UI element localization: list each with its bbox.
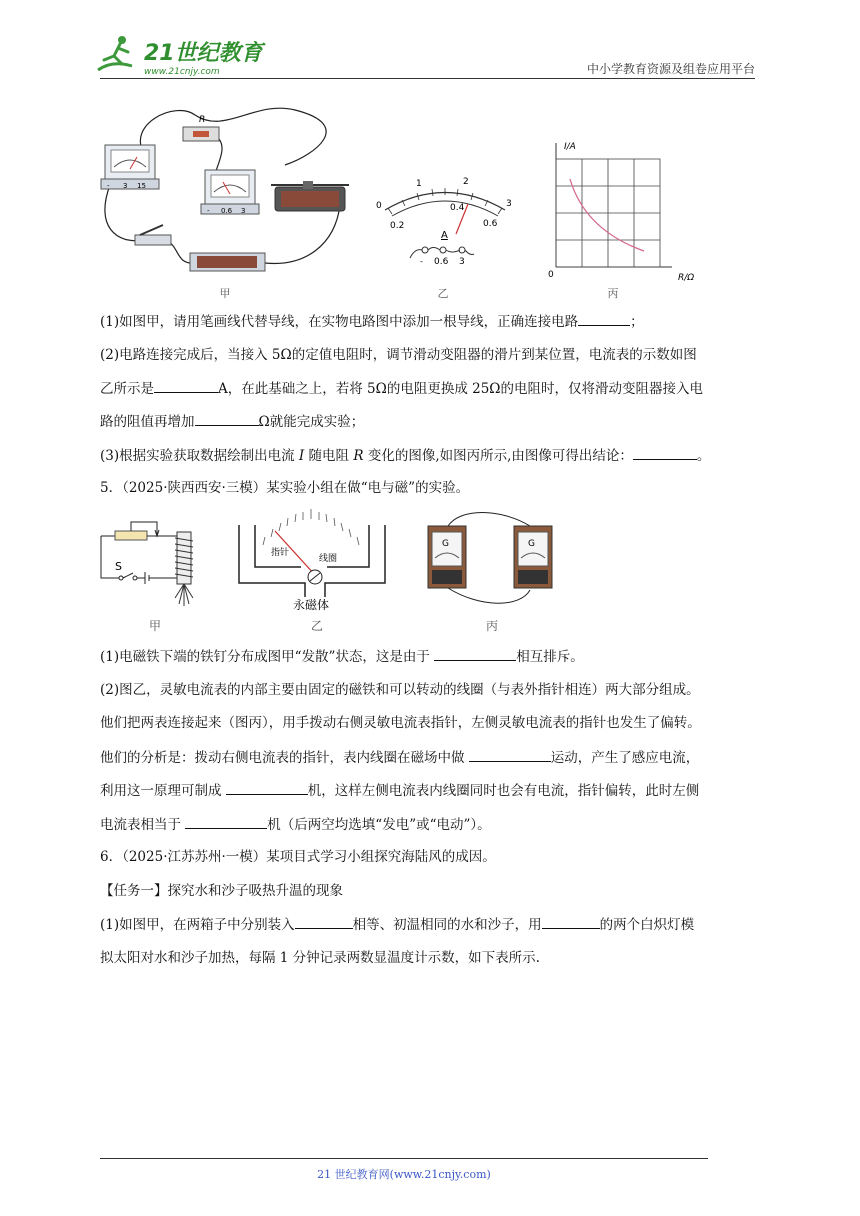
svg-text:0.2: 0.2: [390, 221, 405, 231]
graph-xlabel: R/Ω: [678, 273, 695, 283]
svg-text:G: G: [442, 539, 449, 549]
q5-part2-line2: 他们把两表连接起来（图丙），用手拨动右侧灵敏电流表指针，左侧灵敏电流表的指针也发生了偏转。: [100, 715, 701, 731]
q4-part2-line2: 乙所示是 A，在此基础之上，若将 5Ω的电阻更换成 25Ω的电阻时，仅将滑动变阻器接入电: [100, 378, 703, 399]
q5-part1: (1)电磁铁下端的铁钉分布成图甲“发散”状态，这是由于 相互排斥。: [100, 646, 584, 667]
svg-text:-: -: [420, 257, 423, 266]
caption-jia-1: 甲: [219, 287, 231, 300]
svg-text:0: 0: [376, 201, 382, 211]
magnet-label: 永磁体: [293, 598, 330, 612]
graph-ylabel: I/A: [564, 142, 576, 152]
svg-text:G: G: [528, 539, 535, 549]
caption-bing-1: 丙: [607, 287, 619, 300]
q5-part2-line4: 利用这一原理可制成 机，这样左侧电流表内线圈同时也会有电流，指针偏转，此时左侧: [100, 780, 699, 801]
figure1-graph: [540, 135, 715, 285]
header-platform-text: 中小学教育资源及组卷应用平台: [586, 62, 755, 76]
svg-text:A: A: [441, 230, 448, 241]
q5-figure-electromagnet: [95, 518, 215, 610]
site-logo: [92, 30, 272, 80]
switch-label: S: [115, 560, 122, 573]
q6-part1-line2: 拟太阳对水和沙子加热，每隔 1 分钟记录两数显温度计示数，如下表所示.: [100, 950, 540, 966]
svg-text:0: 0: [548, 270, 554, 280]
figure1-circuit: [95, 95, 370, 275]
header-divider: [100, 78, 755, 79]
q6-part1-line1: (1)如图甲，在两箱子中分别装入 相等、初温相同的水和沙子，用 的两个白炽灯模: [100, 914, 694, 935]
footer-link[interactable]: 21 世纪教育网(www.21cnjy.com): [317, 1168, 491, 1181]
svg-text:3: 3: [123, 182, 128, 190]
caption-yi-1: 乙: [437, 287, 449, 300]
caption-jia-2: 甲: [148, 619, 161, 633]
svg-text:0.6: 0.6: [221, 207, 233, 215]
resistor-label: R: [199, 115, 206, 125]
q5-part2-line1: (2)图乙，灵敏电流表的内部主要由固定的磁铁和可以转动的线圈（与表外指针相连）两大部分组成。: [100, 682, 700, 698]
q6-task: 【任务一】探究水和沙子吸热升温的现象: [100, 883, 343, 899]
q4-part3: (3)根据实验获取数据绘制出电流 I 随电阻 R 变化的图像,如图丙所示,由图像可得出结论： 。: [100, 445, 710, 466]
svg-text:2: 2: [463, 177, 469, 187]
svg-text:15: 15: [137, 182, 146, 190]
logo-text: 21世纪教育: [144, 41, 263, 66]
logo-url: www.21cnjy.com: [144, 67, 220, 77]
q6-title: 6．（2025·江苏苏州·一模）某项目式学习小组探究海陆风的成因。: [100, 849, 496, 865]
svg-text:0.4: 0.4: [450, 203, 465, 213]
svg-text:3: 3: [241, 207, 246, 215]
q4-part2-line1: (2)电路连接完成后，当接入 5Ω的定值电阻时，调节滑动变阻器的滑片到某位置，电流表的示数如图: [100, 347, 697, 363]
footer-divider: [100, 1158, 708, 1159]
caption-bing-2: 丙: [485, 619, 498, 633]
svg-text:0.6: 0.6: [434, 257, 449, 267]
q5-part2-line3: 他们的分析是：拨动右侧电流表的指针，表内线圈在磁场中做 运动，产生了感应电流，: [100, 747, 699, 768]
q5-part2-line5: 电流表相当于 机（后两空均选填“发电”或“电动”）。: [100, 814, 491, 835]
caption-yi-2: 乙: [310, 619, 323, 633]
svg-text:3: 3: [506, 199, 512, 209]
svg-text:3: 3: [459, 257, 465, 267]
q5-title: 5．（2025·陕西西安·三模）某实验小组在做“电与磁”的实验。: [100, 480, 470, 496]
q5-figure-galvanometer-inside: [235, 505, 395, 615]
svg-text:1: 1: [416, 179, 422, 189]
q4-part1: (1)如图甲，请用笔画线代替导线，在实物电路图中添加一根导线，正确连接电路 ；: [100, 311, 644, 332]
q4-part2-line3: 路的阻值再增加 Ω就能完成实验；: [100, 411, 364, 432]
svg-text:-: -: [207, 207, 210, 215]
pointer-label: 指针: [271, 548, 290, 558]
runner-logo-icon: [92, 30, 272, 80]
svg-text:-: -: [107, 182, 110, 190]
figure1-ammeter-dial: [370, 170, 520, 270]
coil-label: 线圈: [319, 554, 338, 564]
q5-figure-two-galvanometers: [420, 510, 570, 610]
svg-text:0.6: 0.6: [483, 219, 498, 229]
